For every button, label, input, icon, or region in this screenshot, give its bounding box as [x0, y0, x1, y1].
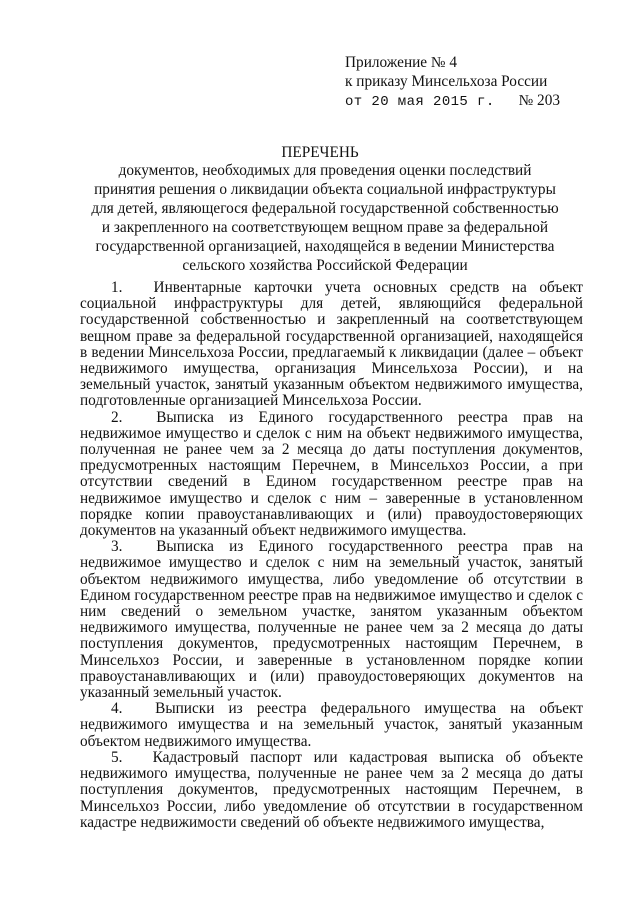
- item-text: Инвентарные карточки учета основных средств на объект социальной инфраструктуры для детей, являющийся федеральной государственной собственностью и закрепленный на соответствующем вещном праве за федеральной государственной организацией, находящейся в ведении Минсельхоза России, предлагаемый к ликвидации (далее – объект недвижимого имущества, организация Минсельхоза России), и на земельный участок, занятый указанным объектом недвижимого имущества, подготовленные организацией Минсельхоза России.: [80, 279, 583, 410]
- item-text: Кадастровый паспорт или кадастровая выписка об объекте недвижимого имущества, полученные не ранее чем за 2 месяца до даты поступления документов, предусмотренных настоящим Перечнем, в Минсельхоз России, либо уведомление об отсутствии в государственном кадастре недвижимости сведений об объекте недвижимого имущества,: [80, 748, 583, 831]
- item-text: Выписки из реестра федерального имущества на объект недвижимого имущества и на земельный участок, занятый указанным объектом недвижимого имущества.: [80, 700, 584, 750]
- item-number: 3.: [111, 538, 123, 556]
- order-date: от 20 мая 2015 г.: [345, 94, 495, 110]
- document-subtitle: документов, необходимых для проведения оценки последствий принятия решения о ликвидации объекта социальной инфраструктуры для детей, являющегося федеральной государственной собственностью и закрепленного на соответствующем вещном праве за федеральной государственной организацией, находящейся в ведении Министерства сельского хозяйства Российской Федерации: [91, 162, 559, 274]
- list-item: [80, 750, 583, 831]
- item-text: Выписка из Единого государственного реестра прав на недвижимое имущество и сделок с ним на объект недвижимого имущества, полученная не ранее чем за 2 месяца до даты поступления документов, предусмотренных настоящим Перечнем, в Минсельхоз России, а при отсутствии сведений в Едином государственном реестре прав на недвижимое имущество и сделок с ним – заверенные в установленном порядке копии правоустанавливающих и (или) правоудостоверяющих документов на указанный объект недвижимого имущества.: [80, 408, 584, 540]
- list-item: [80, 280, 583, 410]
- list-item: [80, 701, 583, 750]
- list-item: [80, 539, 583, 701]
- appendix-label: Приложение № 4: [345, 54, 457, 71]
- item-number: 1.: [111, 279, 123, 296]
- item-number: 5.: [111, 748, 123, 766]
- item-number: 4.: [111, 700, 123, 718]
- document-title: ПЕРЕЧЕНЬ: [281, 144, 359, 161]
- appendix-header: [345, 53, 560, 112]
- list-item: [80, 410, 583, 540]
- document-body: [80, 280, 583, 831]
- item-number: 2.: [111, 408, 123, 426]
- order-date-line: [345, 91, 560, 112]
- order-reference: к приказу Минсельхоза России: [345, 73, 548, 90]
- order-number: № 203: [518, 92, 560, 109]
- item-text: Выписка из Единого государственного реестра прав на недвижимое имущество и сделок с ним на земельный участок, занятый объектом недвижимого имущества, либо уведомление об отсутствии в Едином государственном реестре прав на недвижимое имущество и сделок с ним сведений о земельном участке, занятом указанным объектом недвижимого имущества, полученные не ранее чем за 2 месяца до даты поступления документов, предусмотренных настоящим Перечнем, в Минсельхоз России, и заверенные в установленном порядке копии правоустанавливающих и (или) правоудостоверяющих документов на указанный земельный участок.: [80, 538, 584, 702]
